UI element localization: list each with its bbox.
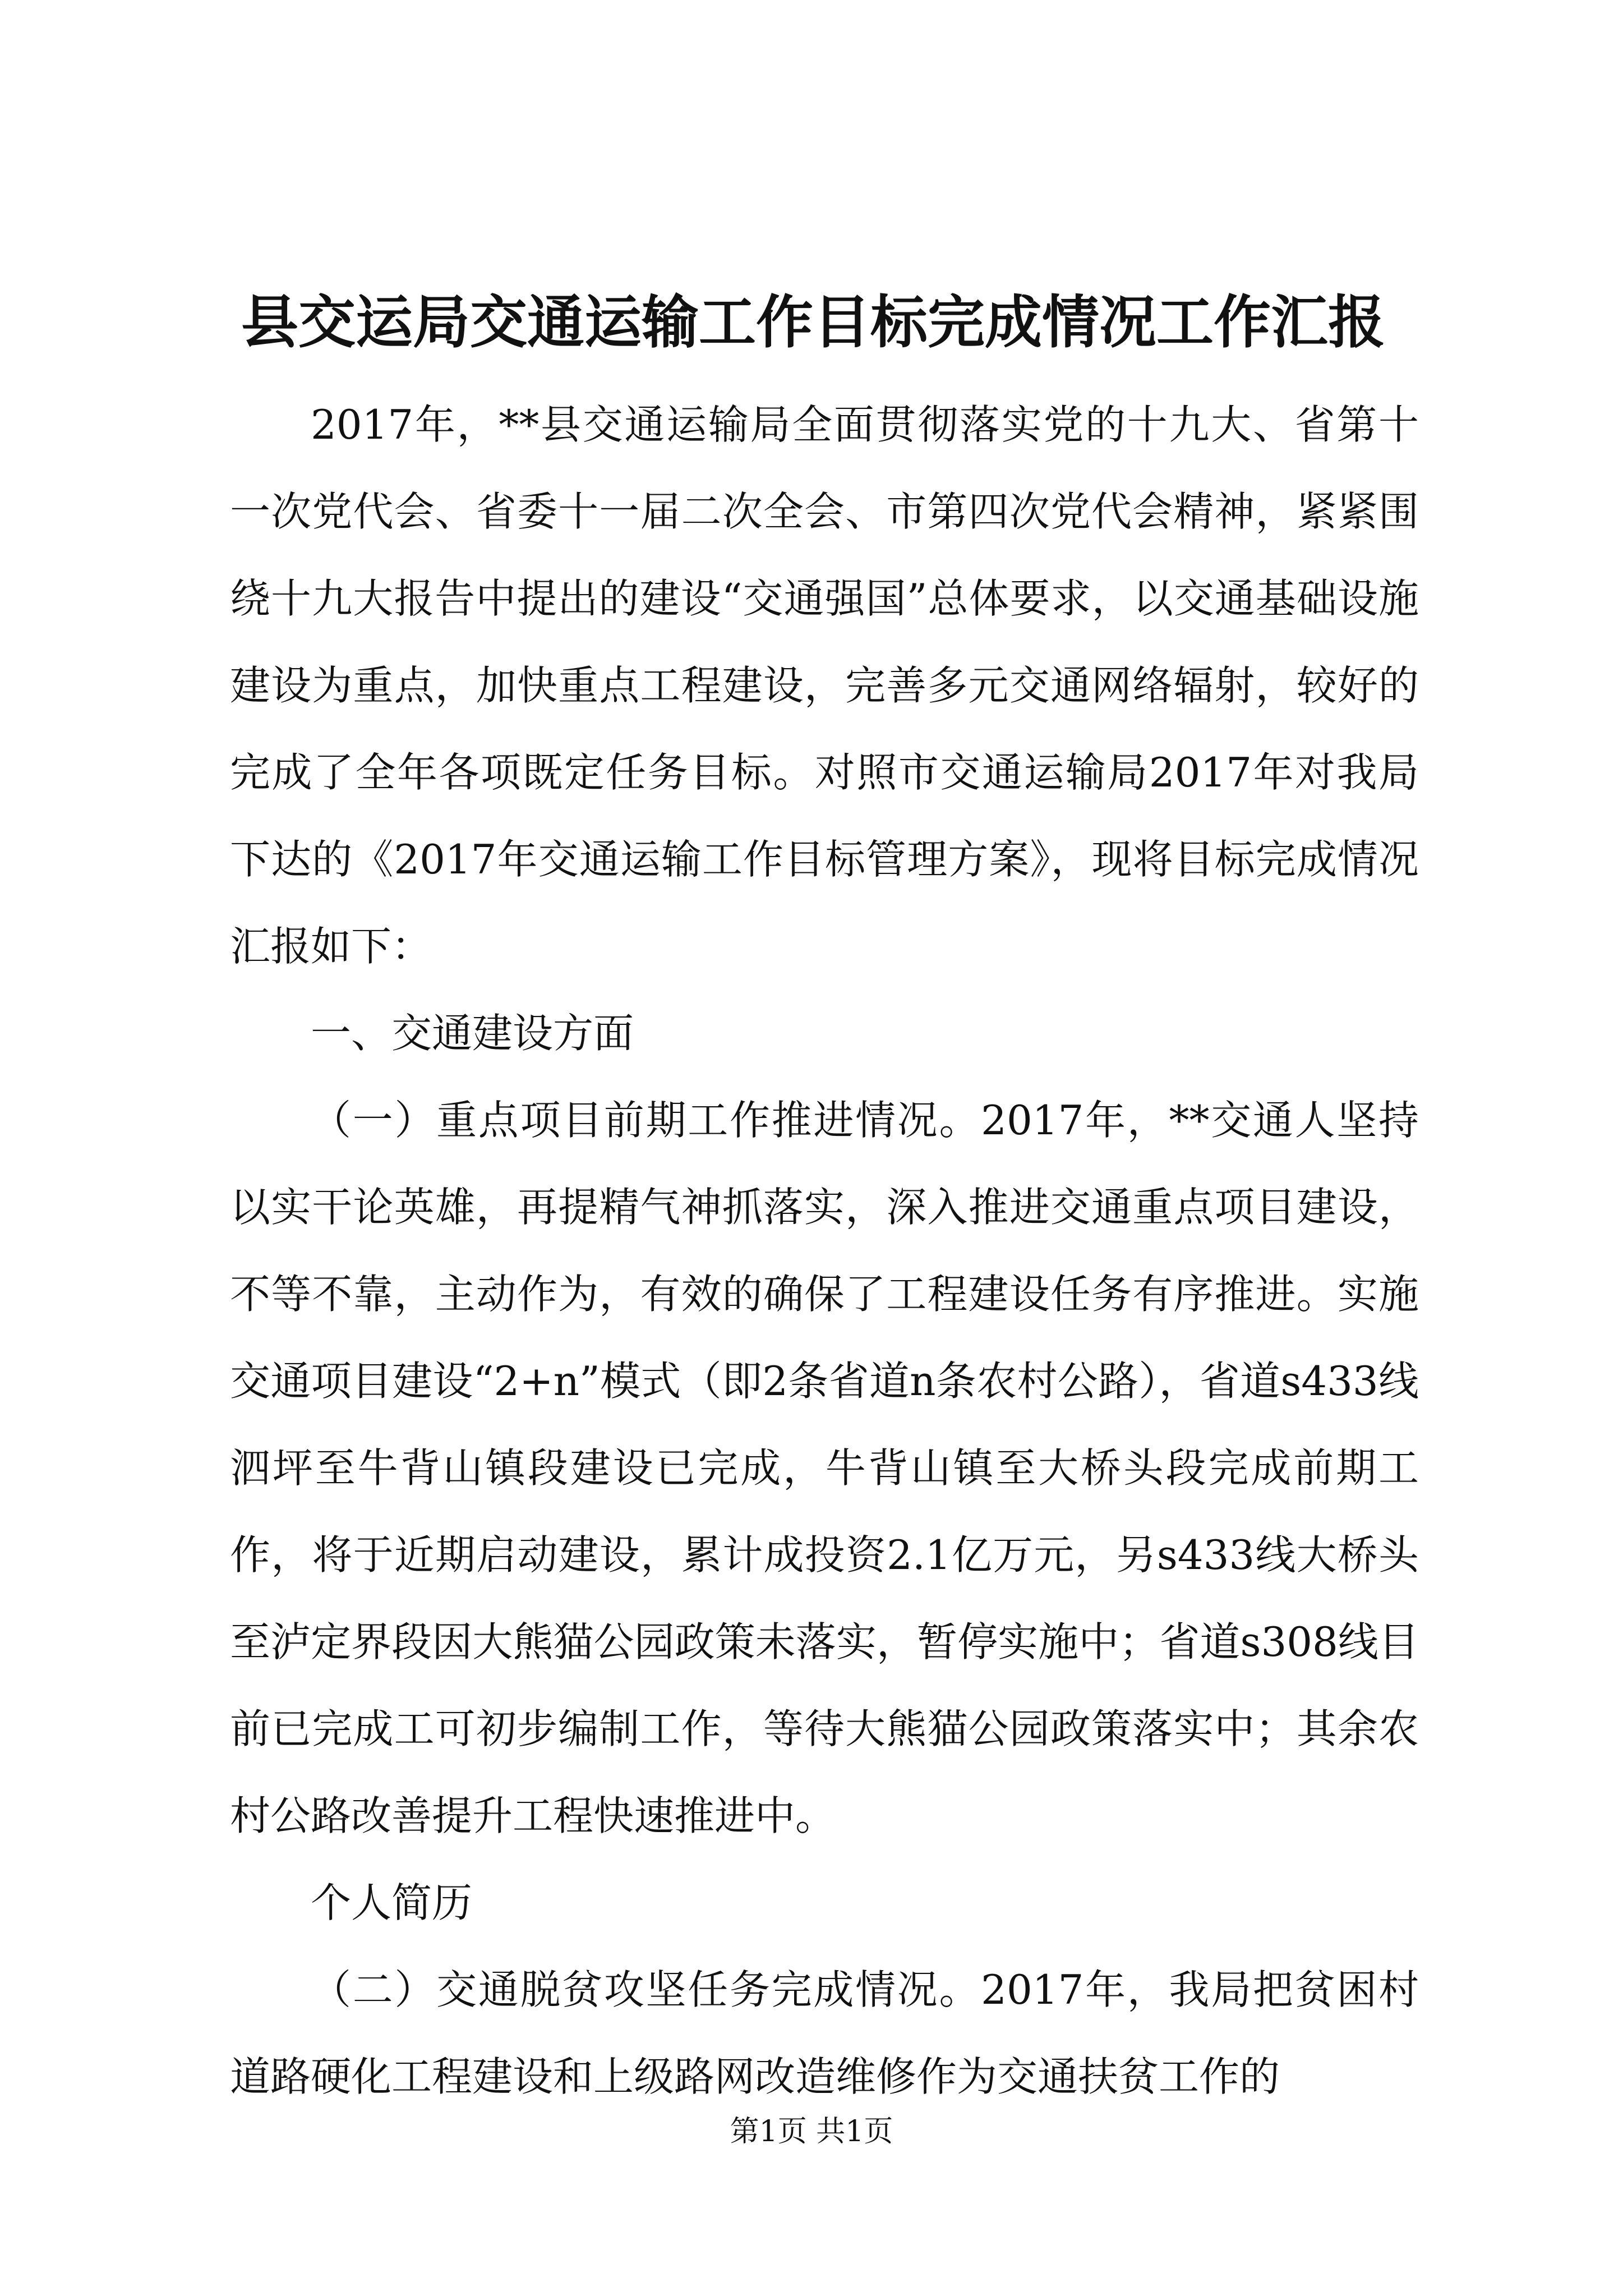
page-footer: 第1页 共1页 <box>730 2115 893 2148</box>
document-title: 县交运局交通运输工作目标完成情况工作汇报 <box>241 289 1385 356</box>
paragraph-intro: 2017年，**县交通运输局全面贯彻落实党的十九大、省第十一次党代会、省委十一届二次全会、市第四次党代会精神，紧紧围绕十九大报告中提出的建设“交通强国”总体要求，以交通基础设施建设为重点，加快重点工程建设，完善多元交通网络辐射，较好的完成了全年各项既定任务目标。对照市交通运输局2017年对我局下达的《2017年交通运输工作目标管理方案》，现将目标完成情况汇报如下： <box>230 401 1419 970</box>
paragraph-key-projects: （一）重点项目前期工作推进情况。2017年，**交通人坚持以实干论英雄，再提精气神抓落实，深入推进交通重点项目建设，不等不靠，主动作为，有效的确保了工程建设任务有序推进。实施交通项目建设“2+n”模式（即2条省道n条农村公路），省道s433线泗坪至牛背山镇段建设已完成，牛背山镇至大桥头段完成前期工作，将于近期启动建设，累计成投资2.1亿万元，另s433线大桥头至泸定界段因大熊猫公园政策未落实，暂停实施中；省道s308线目前已完成工可初步编制工作，等待大熊猫公园政策落实中；其余农村公路改善提升工程快速推进中。 <box>230 1097 1419 1839</box>
section-heading-transport-construction: 一、交通建设方面 <box>311 1010 634 1057</box>
paragraph-poverty-alleviation: （二）交通脱贫攻坚任务完成情况。2017年，我局把贫困村道路硬化工程建设和上级路网改造维修作为交通扶贫工作的 <box>230 1966 1419 2100</box>
document-body <box>230 381 1419 2120</box>
paragraph-personal-resume: 个人简历 <box>311 1879 473 1926</box>
